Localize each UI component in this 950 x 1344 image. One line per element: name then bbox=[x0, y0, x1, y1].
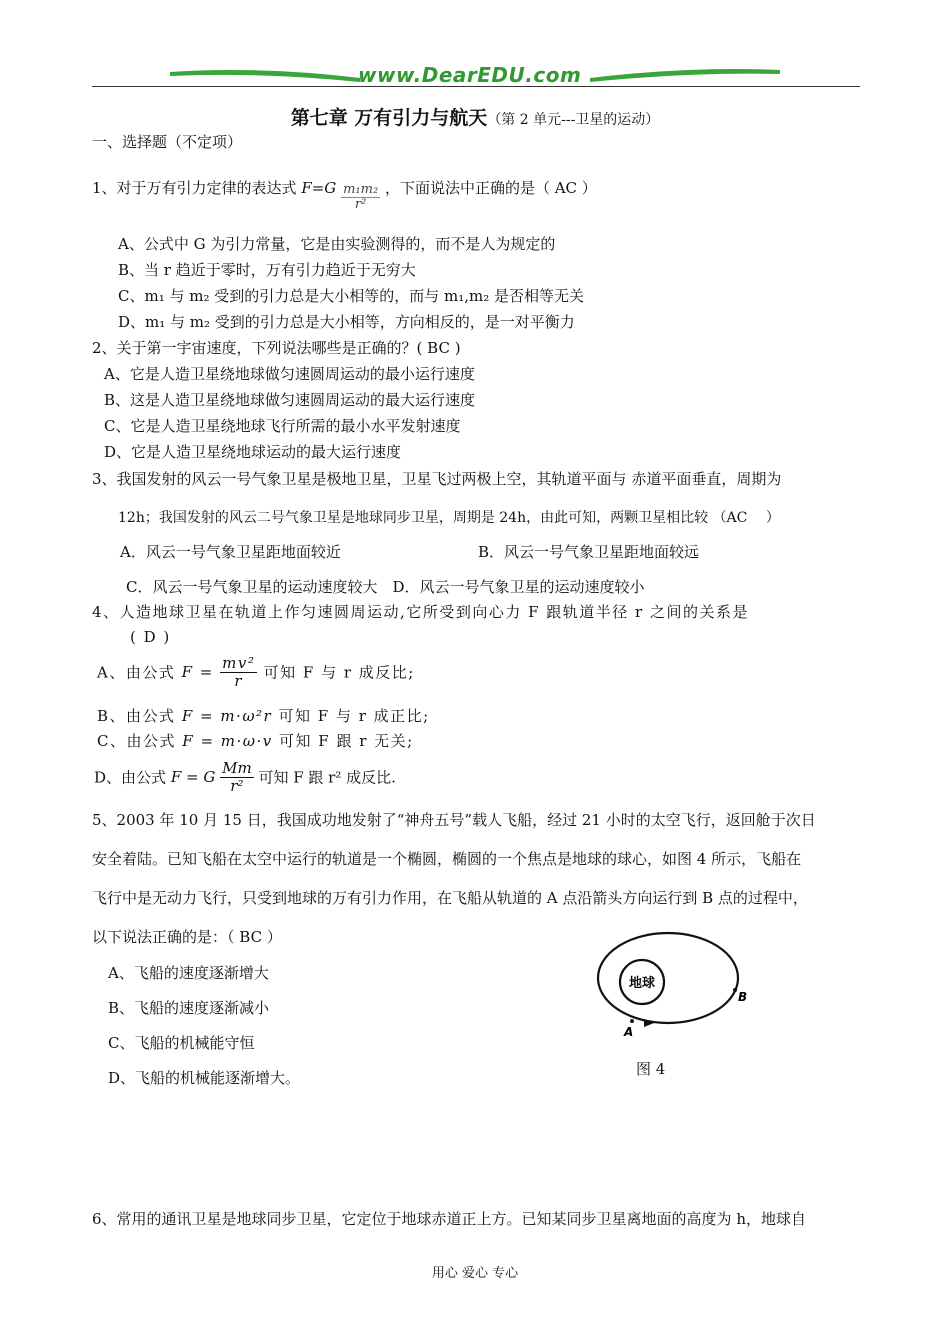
section-heading: 一、选择题（不定项） bbox=[92, 133, 243, 151]
q2-option-b: B、这是人造卫星绕地球做匀速圆周运动的最大运行速度 bbox=[104, 391, 476, 409]
logo-text: www.DearEDU.com bbox=[358, 63, 582, 87]
q3-option-cd: C．风云一号气象卫星的运动速度较大 D．风云一号气象卫星的运动速度较小 bbox=[126, 578, 645, 596]
question-3-line-2: 12h；我国发射的风云二号气象卫星是地球同步卫星，周期是 24h，由此可知，两颗卫星相比较 （AC ） bbox=[118, 510, 780, 526]
q1-option-d: D、m₁ 与 m₂ 受到的引力总是大小相等，方向相反的，是一对平衡力 bbox=[118, 313, 575, 331]
question-3-line-1: 3、我国发射的风云一号气象卫星是极地卫星，卫星飞过两极上空，其轨道平面与 赤道平面垂直，周期为 bbox=[92, 470, 782, 488]
q5-option-b: B、飞船的速度逐渐减小 bbox=[108, 999, 270, 1017]
point-b-dot bbox=[733, 988, 737, 992]
q4-a-fraction: $\frac{\text{mv²}}{r}$ bbox=[222, 654, 256, 690]
q3-option-a: A．风云一号气象卫星距地面较近 bbox=[120, 543, 341, 561]
q4-option-a: A、由公式 F = $\frac{\text{mv²}}{r}$ 可知 F 与 r 成反比; bbox=[97, 654, 415, 690]
q3-option-b: B．风云一号气象卫星距地面较远 bbox=[478, 543, 700, 561]
q2-option-c: C、它是人造卫星绕地球飞行所需的最小水平发射速度 bbox=[104, 417, 461, 435]
point-b-label: B bbox=[738, 990, 748, 1004]
orbit-arrow bbox=[644, 1019, 654, 1027]
q2-option-a: A、它是人造卫星绕地球做匀速圆周运动的最小运行速度 bbox=[104, 365, 475, 383]
question-4-line-1: 4、人造地球卫星在轨道上作匀速圆周运动,它所受到向心力 F 跟轨道半径 r 之间的关系是 bbox=[92, 603, 749, 621]
figure-caption: 图 4 bbox=[636, 1060, 666, 1078]
earth-label: 地球 bbox=[628, 976, 656, 991]
q1-option-a: A、公式中 G 为引力常量，它是由实验测得的，而不是人为规定的 bbox=[118, 235, 556, 253]
q4-option-d: D、由公式 F = G $\frac{Mm}{\text{r²}}$ 可知 F 跟 r² 成反比. bbox=[94, 759, 396, 795]
question-5-line-4: 以下说法正确的是：（ BC ） bbox=[92, 928, 282, 946]
question-5-line-2: 安全着陆。已知飞船在太空中运行的轨道是一个椭圆，椭圆的一个焦点是地球的球心，如图 4 所示，飞船在 bbox=[92, 850, 802, 868]
q4-option-b: B、由公式 F = m·ω²r 可知 F 与 r 成正比; bbox=[97, 707, 430, 725]
title-main: 第七章 万有引力与航天 bbox=[290, 107, 488, 129]
q1-fraction: $\frac{\text{m₁m₂}}{\text{r²}}$ bbox=[343, 182, 379, 213]
title-sub: （第 2 单元---卫星的运动） bbox=[487, 112, 660, 128]
q5-option-d: D、飞船的机械能逐渐增大。 bbox=[108, 1069, 301, 1087]
page-footer: 用心 爱心 专心 bbox=[431, 1266, 519, 1281]
question-1-stem: 1、对于万有引力定律的表达式 F=G $\frac{\text{m₁m₂}}{\text{r²}}$ ，下面说法中正确的是（ AC ） bbox=[92, 178, 597, 213]
q1-option-c: C、m₁ 与 m₂ 受到的引力总是大小相等的，而与 m₁,m₂ 是否相等无关 bbox=[118, 287, 585, 305]
orbit-ellipse bbox=[598, 933, 738, 1023]
q4-option-c: C、由公式 F = m·ω·v 可知 F 跟 r 无关; bbox=[97, 732, 414, 750]
q1-option-b: B、当 r 趋近于零时，万有引力趋近于无穷大 bbox=[118, 261, 416, 279]
point-a-dot bbox=[630, 1019, 634, 1023]
point-a-label: A bbox=[624, 1025, 634, 1039]
q1-formula: F=G bbox=[301, 178, 337, 197]
page-title bbox=[0, 103, 950, 130]
question-5-line-3: 飞行中是无动力飞行，只受到地球的万有引力作用，在飞船从轨道的 A 点沿箭头方向运行到 B 点的过程中， bbox=[92, 889, 808, 907]
question-6-line-1: 6、常用的通讯卫星是地球同步卫星，它定位于地球赤道正上方。已知某同步卫星离地面的高度为 h，地球自 bbox=[92, 1210, 806, 1228]
question-4-answer: ( D ) bbox=[130, 628, 171, 646]
question-2-stem: 2、关于第一宇宙速度，下列说法哪些是正确的？( BC ) bbox=[92, 339, 461, 357]
q5-option-c: C、飞船的机械能守恒 bbox=[108, 1034, 255, 1052]
orbit-figure bbox=[590, 930, 760, 1045]
q4-d-fraction: $\frac{Mm}{\text{r²}}$ bbox=[222, 759, 252, 795]
question-5-line-1: 5、2003 年 10 月 15 日，我国成功地发射了“神舟五号”载人飞船，经过 21 小时的太空飞行，返回舱于次日 bbox=[92, 811, 816, 829]
q5-option-a: A、飞船的速度逐渐增大 bbox=[108, 964, 269, 982]
q2-option-d: D、它是人造卫星绕地球运动的最大运行速度 bbox=[104, 443, 402, 461]
